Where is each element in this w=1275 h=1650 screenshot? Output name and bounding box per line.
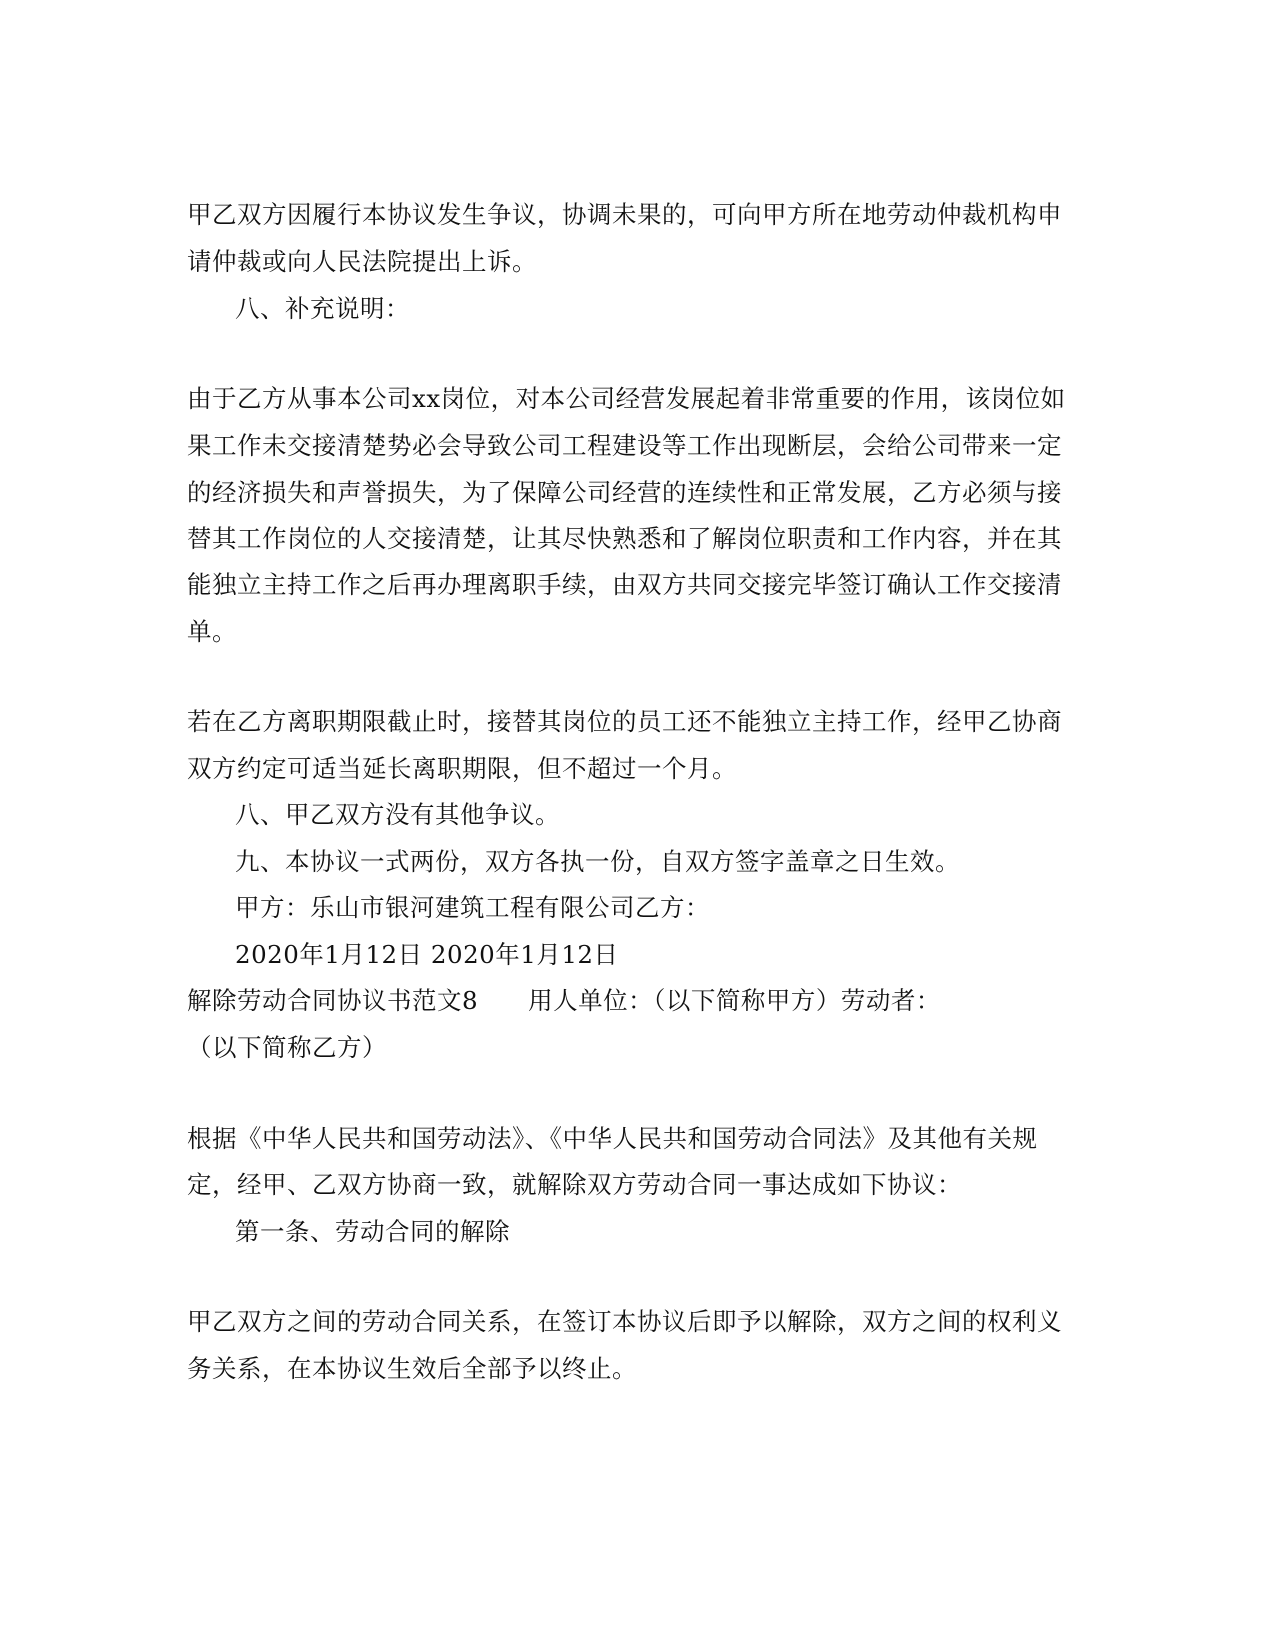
article-heading: 第一条、劳动合同的解除 [235,1217,510,1246]
paragraph-line: 务关系，在本协议生效后全部予以终止。 [187,1354,637,1383]
paragraph-line: 甲乙双方因履行本协议发生争议，协调未果的，可向甲方所在地劳动仲裁机构申 [187,200,1062,229]
paragraph-line: 请仲裁或向人民法院提出上诉。 [187,247,537,276]
paragraph-line: 果工作未交接清楚势必会导致公司工程建设等工作出现断层，会给公司带来一定 [187,431,1062,460]
clause-line: 九、本协议一式两份，双方各执一份，自双方签字盖章之日生效。 [235,847,960,876]
paragraph-line: 甲乙双方之间的劳动合同关系，在签订本协议后即予以解除，双方之间的权利义 [187,1307,1062,1336]
paragraph-line: 能独立主持工作之后再办理离职手续，由双方共同交接完毕签订确认工作交接清 [187,570,1062,599]
paragraph-line: 的经济损失和声誉损失，为了保障公司经营的连续性和正常发展，乙方必须与接 [187,478,1062,507]
section-heading: 八、补充说明： [235,294,410,323]
paragraph-line: 替其工作岗位的人交接清楚，让其尽快熟悉和了解岗位职责和工作内容，并在其 [187,524,1062,553]
paragraph-line: 根据《中华人民共和国劳动法》、《中华人民共和国劳动合同法》及其他有关规 [187,1124,1038,1153]
paragraph-line: 若在乙方离职期限截止时，接替其岗位的员工还不能独立主持工作，经甲乙协商 [187,707,1062,736]
paragraph-line: 定，经甲、乙双方协商一致，就解除双方劳动合同一事达成如下协议： [187,1170,962,1199]
paragraph-line: 解除劳动合同协议书范文8 用人单位：（以下简称甲方）劳动者： [187,986,941,1015]
paragraph-line: 由于乙方从事本公司xx岗位，对本公司经营发展起着非常重要的作用，该岗位如 [187,384,1066,413]
date-line: 2020年1月12日 2020年1月12日 [235,940,619,969]
clause-line: 八、甲乙双方没有其他争议。 [235,800,560,829]
paragraph-line: （以下简称乙方） [187,1033,387,1062]
signature-line: 甲方：乐山市银河建筑工程有限公司乙方： [235,893,710,922]
paragraph-line: 双方约定可适当延长离职期限，但不超过一个月。 [187,754,737,783]
paragraph-line: 单。 [187,617,237,646]
